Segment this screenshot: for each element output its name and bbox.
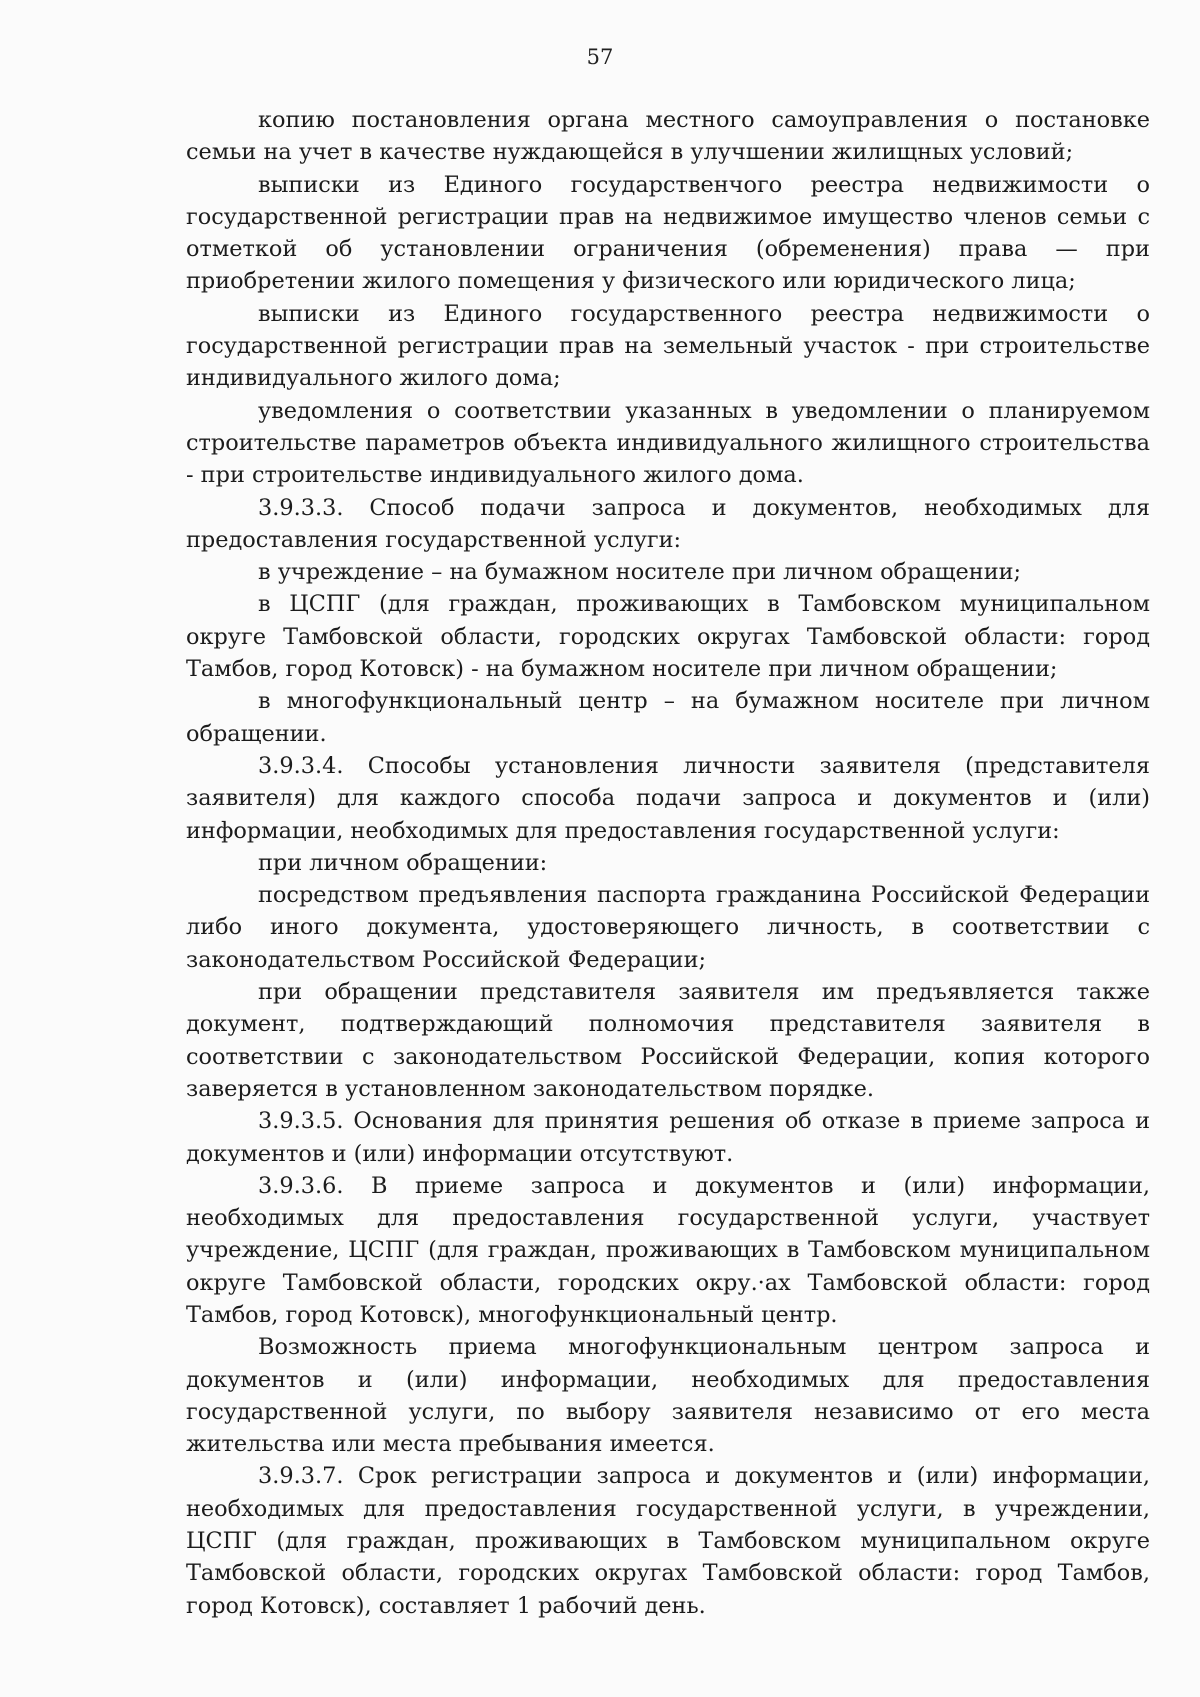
paragraph: 3.9.3.3. Способ подачи запроса и документов, необходимых для предоставления государственной услуги:: [186, 494, 1150, 553]
paragraph: в учреждение – на бумажном носителе при личном обращении;: [258, 559, 1022, 586]
paragraph: 3.9.3.5. Основания для принятия решения об отказе в приеме запроса и документов и (или) информации отсутствуют.: [186, 1108, 1150, 1167]
page-number: 57: [586, 45, 614, 69]
paragraph: уведомления о соответствии указанных в уведомлении о планируемом строительстве параметров объекта индивидуального жилищного строительства - при строительстве индивидуального жилого дома.: [186, 397, 1150, 489]
paragraph: 3.9.3.7. Срок регистрации запроса и документов и (или) информации, необходимых для предоставления государственной услуги, в учреждении, ЦСПГ (для граждан, проживающих в Тамбовском муниципальном округе Тамбовской области, городских округах Тамбовской области: город Тамбов, город Котовск), составляет 1 рабочий день.: [186, 1463, 1150, 1619]
document-body: [186, 104, 1150, 1622]
paragraph: 3.9.3.4. Способы установления личности заявителя (представителя заявителя) для каждого способа подачи запроса и документов и (или) информации, необходимых для предоставления государственной услуги:: [186, 752, 1150, 844]
paragraph: при обращении представителя заявителя им предъявляется также документ, подтверждающий полномочия представителя заявителя в соответствии с законодательством Российской Федерации, копия которого заверяется в установленном законодательством порядке.: [186, 979, 1150, 1102]
paragraph: выписки из Единого государственного реестра недвижимости о государственной регистрации прав на земельный участок - при строительстве индивидуального жилого дома;: [186, 300, 1150, 392]
paragraph: выписки из Единого государственчого реестра недвижимости о государственной регистрации прав на недвижимое имущество членов семьи с отметкой об установлении ограничения (обременения) права — при приобретении жилого помещения у физического или юридического лица;: [186, 171, 1150, 295]
paragraph: копию постановления органа местного самоуправления о постановке семьи на учет в качестве нуждающейся в улучшении жилищных условий;: [186, 107, 1150, 166]
paragraph: в многофункциональный центр – на бумажном носителе при личном обращении.: [186, 688, 1150, 747]
paragraph: 3.9.3.6. В приеме запроса и документов и (или) информации, необходимых для предоставления государственной услуги, участвует учреждение, ЦСПГ (для граждан, проживающих в Тамбовском муниципальном округе Тамбовской области, городских окру.·ах Тамбовской области: город Тамбов, город Котовск), многофункциональный центр.: [186, 1172, 1150, 1328]
paragraph: Возможность приема многофункциональным центром запроса и документов и (или) информации, необходимых для предоставления государственной услуги, по выбору заявителя независимо от его места жительства или места пребывания имеется.: [186, 1334, 1150, 1458]
paragraph: при личном обращении:: [258, 849, 548, 876]
paragraph: в ЦСПГ (для граждан, проживающих в Тамбовском муниципальном округе Тамбовской области, городских округах Тамбовской области: город Тамбов, город Котовск) - на бумажном носителе при личном обращении;: [186, 591, 1150, 683]
paragraph: посредством предъявления паспорта гражданина Российской Федерации либо иного документа, удостоверяющего личность, в соответствии с законодательством Российской Федерации;: [186, 882, 1150, 973]
